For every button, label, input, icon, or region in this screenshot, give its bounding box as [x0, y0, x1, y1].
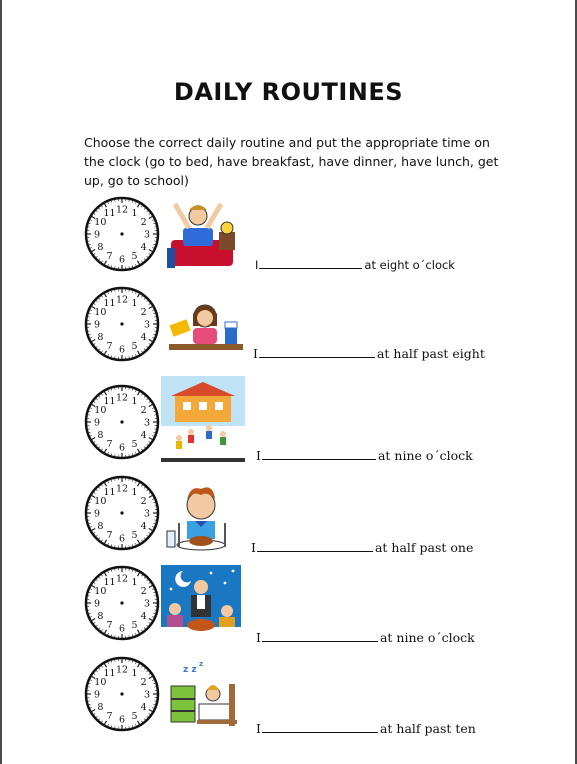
clock-number: 7 — [106, 620, 113, 632]
clock-number: 1 — [131, 667, 138, 679]
clock-number: 11 — [103, 576, 116, 588]
clock-number: 9 — [93, 319, 101, 331]
routine-row-3 — [0, 384, 577, 474]
clock-number: 6 — [118, 442, 126, 454]
clock-number: 10 — [94, 677, 107, 688]
clock-number: 2 — [140, 586, 147, 597]
clock-number: 5 — [131, 530, 138, 542]
clock-number: 8 — [97, 430, 104, 441]
clock-face[interactable] — [84, 196, 160, 272]
clock-number: 12 — [115, 664, 129, 676]
routine-row-5 — [0, 565, 577, 655]
clock-number: 4 — [140, 611, 147, 622]
clock-number: 8 — [97, 702, 104, 713]
clock-number: 9 — [93, 417, 101, 429]
clock-number: 4 — [140, 702, 147, 713]
clock-number: 3 — [143, 508, 151, 520]
routine-row-1 — [0, 196, 577, 286]
clock-number: 4 — [140, 521, 147, 532]
clock-center — [120, 511, 123, 514]
routine-row-2 — [0, 286, 577, 376]
school-picture — [161, 376, 245, 462]
clock-number: 12 — [115, 483, 129, 495]
clock-number: 8 — [97, 611, 104, 622]
bed-picture — [161, 660, 241, 732]
clock-number: 11 — [103, 667, 116, 679]
answer-prefix: I — [253, 346, 258, 361]
time-text: at half past ten — [379, 721, 476, 736]
clock-number: 11 — [103, 486, 116, 498]
clock-number: 10 — [94, 405, 107, 416]
clock-number: 6 — [118, 623, 126, 635]
clock-number: 2 — [140, 217, 147, 228]
breakfast-picture — [161, 296, 247, 356]
answer-prefix: I — [256, 448, 261, 463]
blank-line[interactable] — [259, 356, 375, 358]
clock-number: 12 — [115, 294, 129, 306]
clock-number: 7 — [106, 341, 113, 353]
clock-number: 9 — [93, 598, 101, 610]
clock-number: 7 — [106, 530, 113, 542]
clock-number: 8 — [97, 242, 104, 253]
clock-number: 2 — [140, 677, 147, 688]
answer-line-6[interactable] — [256, 721, 476, 736]
blank-line[interactable] — [262, 640, 378, 642]
clock-number: 9 — [93, 508, 101, 520]
clock-number: 6 — [118, 254, 126, 266]
clock-number: 4 — [140, 430, 147, 441]
clock-number: 5 — [131, 439, 138, 451]
clock-center — [120, 232, 123, 235]
clock-number: 8 — [97, 521, 104, 532]
answer-line-3[interactable] — [256, 448, 473, 463]
clock-face[interactable] — [84, 565, 160, 641]
clock-face[interactable] — [84, 656, 160, 732]
clock-number: 5 — [131, 711, 138, 723]
clock-number: 7 — [106, 711, 113, 723]
clock-face[interactable] — [84, 286, 160, 362]
routine-row-4 — [0, 475, 577, 565]
clock-number: 3 — [143, 598, 151, 610]
time-text: at nine o´clock — [379, 630, 475, 645]
answer-line-5[interactable] — [256, 630, 475, 645]
clock-number: 12 — [115, 573, 129, 585]
clock-number: 5 — [131, 251, 138, 263]
dinner-picture — [161, 565, 241, 641]
clock-number: 7 — [106, 251, 113, 263]
answer-prefix: I — [256, 630, 261, 645]
answer-line-2[interactable] — [253, 346, 485, 361]
clock-number: 10 — [94, 307, 107, 318]
blank-line[interactable] — [262, 731, 378, 733]
svg-text:z z: z z — [183, 665, 197, 675]
blank-line[interactable] — [257, 550, 373, 552]
get-up-picture — [161, 198, 241, 270]
answer-prefix: I — [256, 721, 261, 736]
clock-number: 7 — [106, 439, 113, 451]
clock-number: 1 — [131, 297, 138, 309]
clock-center — [120, 692, 123, 695]
clock-number: 3 — [143, 417, 151, 429]
clock-number: 5 — [131, 620, 138, 632]
clock-number: 9 — [93, 229, 101, 241]
clock-number: 10 — [94, 217, 107, 228]
clock-center — [120, 420, 123, 423]
clock-face[interactable] — [84, 384, 160, 460]
clock-number: 11 — [103, 207, 116, 219]
clock-number: 1 — [131, 207, 138, 219]
routine-row-6 — [0, 656, 577, 746]
answer-line-1[interactable] — [255, 258, 455, 272]
time-text: at eight o´clock — [364, 258, 455, 272]
answer-prefix: I — [251, 540, 256, 555]
blank-line[interactable] — [262, 458, 376, 460]
time-text: at half past one — [374, 540, 474, 555]
time-text: at half past eight — [376, 346, 485, 361]
clock-number: 12 — [115, 204, 129, 216]
svg-text:z: z — [199, 660, 204, 668]
clock-number: 5 — [131, 341, 138, 353]
clock-number: 3 — [143, 689, 151, 701]
time-text: at nine o´clock — [377, 448, 473, 463]
clock-center — [120, 322, 123, 325]
page-title: DAILY ROUTINES — [173, 78, 404, 106]
clock-number: 3 — [143, 229, 151, 241]
clock-number: 10 — [94, 496, 107, 507]
clock-number: 12 — [115, 392, 129, 404]
clock-center — [120, 601, 123, 604]
clock-number: 1 — [131, 576, 138, 588]
blank-line[interactable] — [259, 267, 362, 269]
answer-prefix: I — [255, 258, 259, 272]
clock-face[interactable] — [84, 475, 160, 551]
clock-number: 11 — [103, 297, 116, 309]
clock-number: 2 — [140, 307, 147, 318]
clock-number: 4 — [140, 242, 147, 253]
clock-number: 3 — [143, 319, 151, 331]
clock-number: 6 — [118, 344, 126, 356]
lunch-picture — [161, 483, 241, 555]
clock-number: 1 — [131, 486, 138, 498]
clock-number: 4 — [140, 332, 147, 343]
clock-number: 8 — [97, 332, 104, 343]
clock-number: 2 — [140, 405, 147, 416]
clock-number: 11 — [103, 395, 116, 407]
clock-number: 2 — [140, 496, 147, 507]
clock-number: 6 — [118, 714, 126, 726]
clock-number: 1 — [131, 395, 138, 407]
answer-line-4[interactable] — [251, 540, 473, 555]
instructions-text: Choose the correct daily routine and put the appropriate time on the clock (go to bed, have breakfast, have dinner, have lunch, get up, go to school) — [84, 135, 499, 188]
clock-number: 6 — [118, 533, 126, 545]
clock-number: 10 — [94, 586, 107, 597]
clock-number: 9 — [93, 689, 101, 701]
